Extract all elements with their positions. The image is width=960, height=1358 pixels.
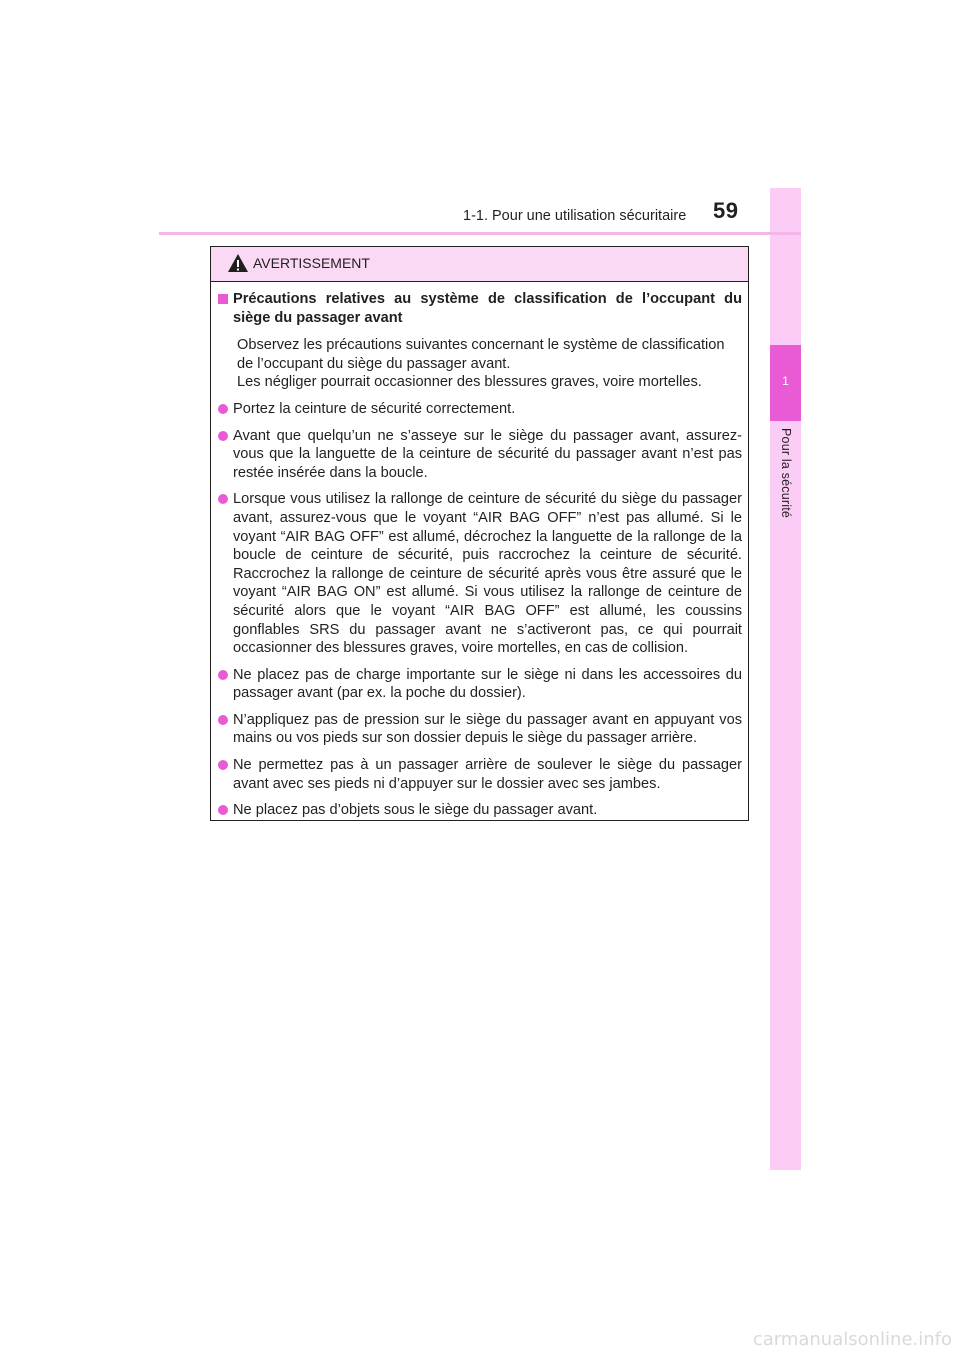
list-item — [218, 490, 742, 657]
warning-label: AVERTISSEMENT — [253, 255, 370, 271]
topic-title: Précautions relatives au système de classification de l’occupant du siège du passager avant — [233, 291, 742, 326]
list-item-text: Ne placez pas d’objets sous le siège du passager avant. — [233, 802, 598, 819]
list-item-text: N’appliquez pas de pression sur le siège du passager avant en appuyant vos mains ou vos pieds sur son dossier depuis le siège du passager arrière. — [233, 711, 742, 747]
list-item-text: Portez la ceinture de sécurité correctement. — [233, 400, 516, 417]
round-bullet-icon — [218, 805, 228, 815]
list-item-text: Ne permettez pas à un passager arrière de soulever le siège du passager avant avec ses pieds ni d’appuyer sur le dossier avec ses jambes. — [233, 757, 742, 792]
page-number: 59 — [713, 198, 739, 223]
round-bullet-icon — [218, 404, 228, 414]
square-bullet-icon — [218, 294, 228, 304]
chapter-number: 1 — [782, 374, 789, 388]
warning-header — [211, 247, 748, 282]
list-item — [218, 756, 742, 793]
list-item — [218, 427, 742, 483]
warning-body — [211, 282, 748, 820]
warning-triangle-icon — [227, 253, 249, 273]
warning-box — [210, 246, 749, 821]
list-item-text: Ne placez pas de charge importante sur le siège ni dans les accessoires du passager avant (par ex. la poche du dossier). — [233, 666, 742, 702]
section-title: 1-1. Pour une utilisation sécuritaire — [463, 208, 687, 224]
list-item — [218, 801, 742, 820]
list-item — [218, 400, 742, 419]
list-item — [218, 711, 742, 748]
round-bullet-icon — [218, 715, 228, 725]
list-item-text: Lorsque vous utilisez la rallonge de ceinture de sécurité du siège du passager avant, assurez-vous que le voyant “AIR BAG OFF” n’est pas allumé. Si le voyant “AIR BAG OFF” est allumé, décrochez la languette de la rallonge de la boucle de ceinture de sécurité, puis raccrochez la ceinture de sécurité. Raccrochez la rallonge de ceinture de sécurité après vous être assuré que le voyant “AIR BAG ON” est allumé. Si vous utilisez la rallonge de ceinture de sécurité alors que le voyant “AIR BAG OFF” est allumé, les coussins gonflables SRS du passager avant ne s’activeront pas, ce qui pourrait occasionner des blessures graves, voire mortelles, en cas de collision. — [233, 491, 742, 657]
chapter-side-tab — [770, 188, 801, 1170]
watermark: carmanualsonline.info — [752, 1329, 952, 1350]
round-bullet-icon — [218, 494, 228, 504]
list-item-text: Avant que quelqu’un ne s’asseye sur le siège du passager avant, assurez-vous que la languette de la ceinture de sécurité du passager avant n’est pas restée insérée dans la boucle. — [233, 427, 742, 481]
intro-text — [237, 336, 742, 392]
intro-paragraph: Les négliger pourrait occasionner des blessures graves, voire mortelles. — [237, 374, 702, 391]
round-bullet-icon — [218, 431, 228, 441]
chapter-title: Pour la sécurité — [779, 428, 793, 519]
header-divider — [159, 232, 801, 235]
precaution-list — [218, 400, 742, 820]
list-item — [218, 666, 742, 703]
topic-heading — [218, 290, 742, 327]
round-bullet-icon — [218, 760, 228, 770]
intro-paragraph: Observez les précautions suivantes concernant le système de classification de l’occupant du siège du passager avant. — [237, 337, 725, 372]
round-bullet-icon — [218, 670, 228, 680]
